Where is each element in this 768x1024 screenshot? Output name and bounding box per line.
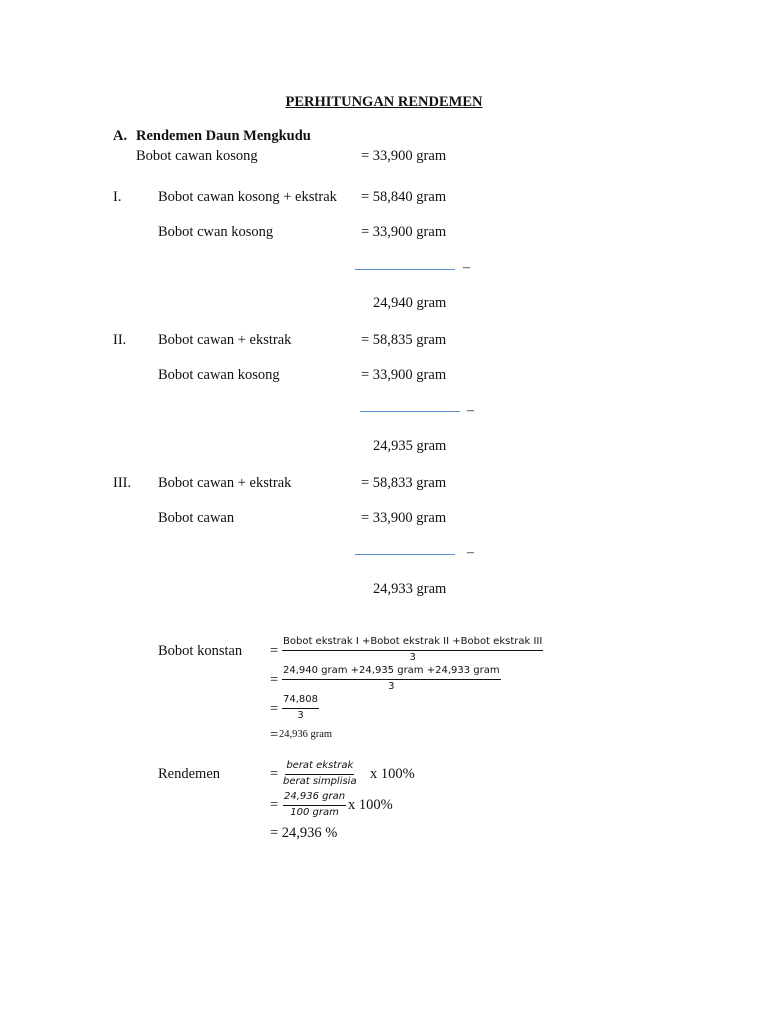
fraction-numerator: berat ekstrak <box>285 760 354 775</box>
equals-sign: = <box>270 727 279 743</box>
replicate-row2-label: Bobot cawan <box>158 510 235 526</box>
bobot-konstan-result: 24,936 gram <box>279 729 333 740</box>
fraction-numerator: 74,808 <box>282 694 319 709</box>
subtraction-line <box>360 411 460 412</box>
subtraction-line <box>355 269 455 270</box>
minus-sign: – <box>467 545 474 560</box>
replicate-row1-label: Bobot cawan + ekstrak <box>158 475 292 491</box>
sum-fraction <box>282 694 319 722</box>
subtraction-line <box>355 554 455 555</box>
fraction-denominator: 100 gram <box>290 806 339 818</box>
section-heading: Rendemen Daun Mengkudu <box>136 128 311 144</box>
rendemen-label: Rendemen <box>158 766 221 782</box>
empty-dish-value: = 33,900 gram <box>361 148 447 164</box>
substitution-fraction <box>282 665 501 693</box>
fraction-denominator: berat simplisia <box>283 775 357 787</box>
replicate-row2-value: = 33,900 gram <box>361 367 447 383</box>
equals-sign: = <box>270 766 279 782</box>
rendemen-substitution-fraction <box>283 791 346 819</box>
page-title: PERHITUNGAN RENDEMEN <box>285 94 483 110</box>
section-label: A. <box>113 128 128 144</box>
replicate-numeral: I. <box>113 189 122 205</box>
fraction-numerator: 24,936 gran <box>283 791 346 806</box>
fraction-denominator: 3 <box>297 709 304 721</box>
equals-sign: = <box>270 672 279 688</box>
replicate-result: 24,940 gram <box>373 295 447 311</box>
replicate-row1-label: Bobot cawan kosong + ekstrak <box>158 189 337 205</box>
rendemen-result: = 24,936 % <box>270 825 338 841</box>
replicate-row1-value: = 58,835 gram <box>361 332 447 348</box>
fraction-numerator: Bobot ekstrak I +Bobot ekstrak II +Bobot ekstrak III <box>282 636 543 651</box>
replicate-row2-value: = 33,900 gram <box>361 510 447 526</box>
replicate-row2-label: Bobot cawan kosong <box>158 367 280 383</box>
replicate-row1-value: = 58,840 gram <box>361 189 447 205</box>
replicate-result: 24,935 gram <box>373 438 447 454</box>
equals-sign: = <box>270 701 279 717</box>
bobot-konstan-label: Bobot konstan <box>158 643 243 659</box>
fraction-numerator: 24,940 gram +24,935 gram +24,933 gram <box>282 665 501 680</box>
formula-fraction <box>282 636 543 664</box>
replicate-row1-value: = 58,833 gram <box>361 475 447 491</box>
replicate-row2-label: Bobot cwan kosong <box>158 224 274 240</box>
minus-sign: – <box>463 260 470 275</box>
fraction-denominator: 3 <box>409 651 416 663</box>
equals-sign: = <box>270 643 279 659</box>
empty-dish-label: Bobot cawan kosong <box>136 148 258 164</box>
replicate-result: 24,933 gram <box>373 581 447 597</box>
minus-sign: – <box>467 403 474 418</box>
replicate-numeral: III. <box>113 475 132 491</box>
replicate-row2-value: = 33,900 gram <box>361 224 447 240</box>
percent-multiplier: x 100% <box>370 766 415 782</box>
equals-sign: = <box>270 797 279 813</box>
replicate-numeral: II. <box>113 332 127 348</box>
replicate-row1-label: Bobot cawan + ekstrak <box>158 332 292 348</box>
rendemen-formula-fraction <box>283 760 357 788</box>
fraction-denominator: 3 <box>388 680 395 692</box>
percent-multiplier: x 100% <box>348 797 393 813</box>
